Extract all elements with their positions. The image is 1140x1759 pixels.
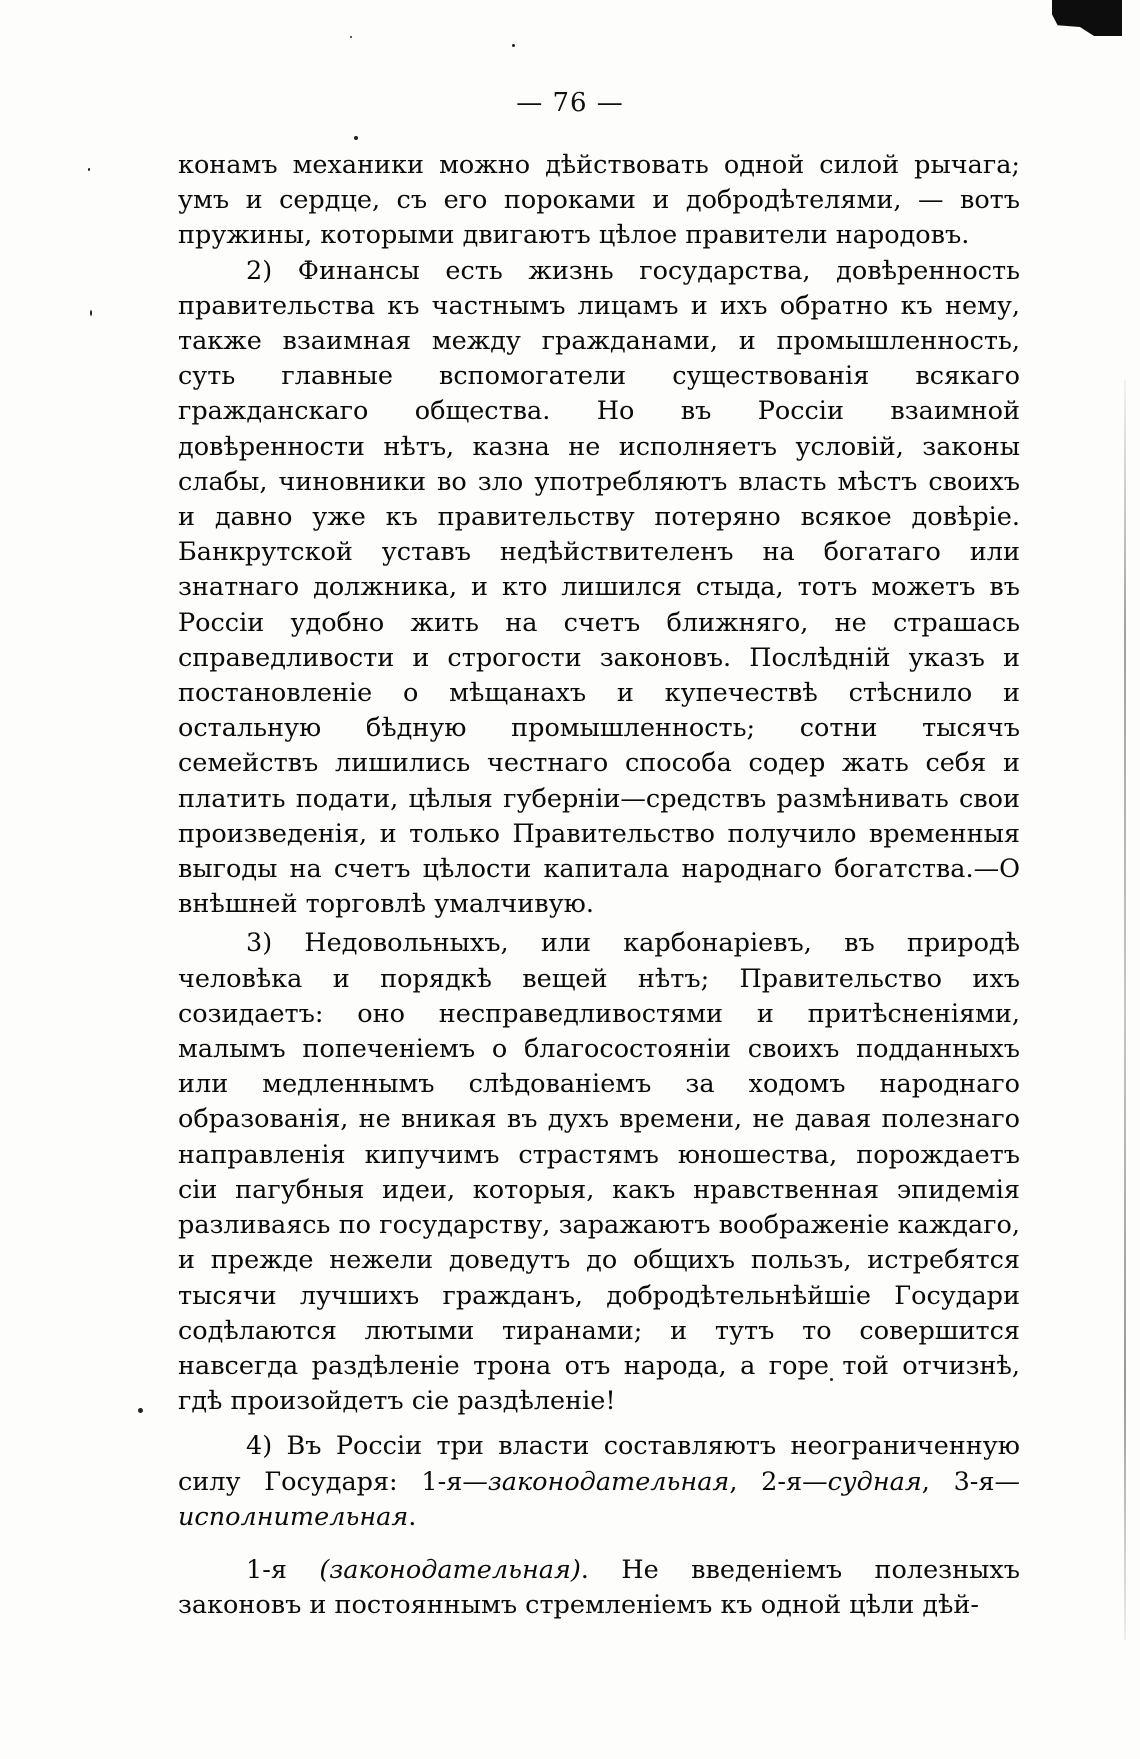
paragraph-finances: 2) Финансы есть жизнь государства, довѣренность правительства къ частнымъ лицамъ и ихъ обратно къ нему, также взаимная между гражданами, и промышленность, суть главные вспомогатели существованія всякаго гражданскаго общества. Но въ Россіи взаимной довѣренности нѣтъ, казна не исполняетъ условій, законы слабы, чиновники во зло употребляютъ власть мѣстъ своихъ и давно уже къ правительству потеряно всякое довѣріе. Банкрутской уставъ недѣйствителенъ на богатаго или знатнаго должника, и кто лишился стыда, тотъ можетъ въ Россіи удобно жить на счетъ ближняго, не страшась справедливости и строгости законовъ. Послѣдній указъ и постановленіе о мѣщанахъ и купечествѣ стѣснило и остальную бѣдную промышленность; сотни тысячъ семействъ лишились честнаго способа содер жать себя и платить подати, цѣлыя губерніи—средствъ размѣнивать свои произведенія, и только Правительство получило временныя выгоды на счетъ цѣлости капитала народнаго богатства.—О внѣшней торговлѣ умалчивую. [178, 255, 1020, 920]
para4-end: . [408, 1501, 417, 1532]
para4-mid1: , 2-я— [729, 1466, 828, 1497]
para5-heading: (законодательная) [319, 1554, 581, 1585]
speck [88, 168, 90, 171]
speck [138, 1408, 143, 1413]
scan-artifact [1052, 0, 1122, 36]
speck [90, 310, 92, 316]
page-number: — 76 — [516, 88, 624, 118]
paragraph-malcontents: 3) Недовольныхъ, или карбонаріевъ, въ природѣ человѣка и порядкѣ вещей нѣтъ; Правительство ихъ созидаетъ: оно несправедливостями и притѣсненіями, малымъ попеченіемъ о благосостояніи своихъ подданныхъ или медленнымъ слѣдованіемъ за ходомъ народнаго образованія, не вникая въ духъ времени, не давая полезнаго направленія кипучимъ страстямъ юношества, порождаетъ сіи пагубныя идеи, которыя, какъ нравственная эпидемія разливаясь по государству, заражаютъ воображеніе каждаго, и прежде нежели доведутъ до общихъ пользъ, истребятся тысячи лучшихъ гражданъ, добродѣтельнѣйшіе Государи содѣлаются лютыми тиранами; и тутъ то совершится навсегда раздѣленіе трона отъ народа, а горе той отчизнѣ, гдѣ произойдетъ сіе раздѣленіе! [178, 928, 1020, 1417]
para5-end: . Не введеніемъ полезныхъ законовъ и постояннымъ стремленіемъ къ одной цѣли дѣй- [178, 1554, 1020, 1621]
para4-legislative: законодательная [487, 1466, 730, 1497]
para4-judicial: судная [827, 1466, 922, 1497]
page-body [178, 148, 1020, 1623]
para4-start: 4) Въ Россіи три власти составляютъ неограниченную силу Государя: 1-я— [178, 1431, 1020, 1497]
speck [512, 44, 515, 47]
paragraph-legislative-power [178, 1553, 1020, 1623]
para4-executive: исполнительная [178, 1501, 409, 1532]
paragraph-three-powers [178, 1429, 1020, 1535]
page-edge-shadow [1124, 380, 1126, 1640]
para4-mid2: , 3-я— [921, 1466, 1020, 1497]
paragraph-continuation: конамъ механики можно дѣйствовать одной силой рычага; умъ и сердце, съ его пороками и добродѣтелями, — вотъ пружины, которыми двигаютъ цѣлое правители народовъ. [178, 150, 1020, 251]
para5-start: 1-я [246, 1554, 320, 1585]
speck [354, 136, 358, 140]
speck [350, 36, 352, 38]
